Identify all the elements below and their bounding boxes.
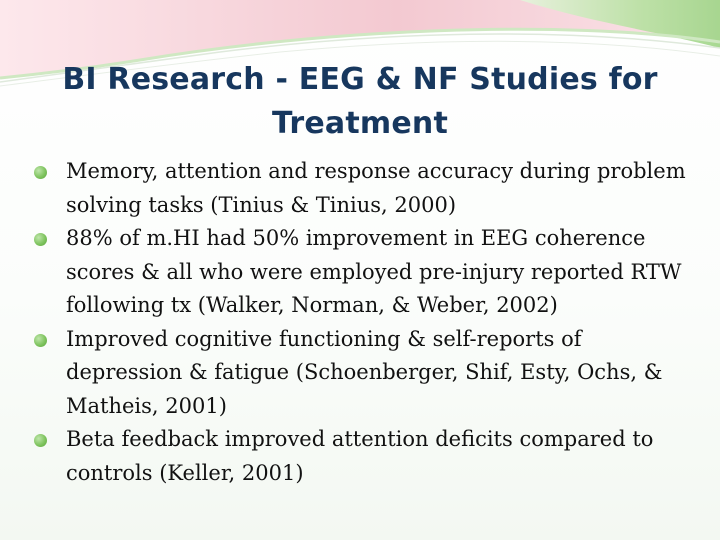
bullet-text: Memory, attention and response accuracy during problem solving tasks (Tinius & Tinius, 2000) (66, 159, 686, 217)
bullet-dot-icon (34, 233, 47, 246)
bullet-dot-icon (34, 334, 47, 347)
bullet-dot-icon (34, 166, 47, 179)
bullet-item (30, 222, 700, 323)
slide-title: BI Research - EEG & NF Studies for Treatment (62, 62, 658, 141)
bullet-text: Improved cognitive functioning & self-reports of depression & fatigue (Schoenberger, Shif, Esty, Ochs, & Matheis, 2001) (66, 326, 663, 418)
bullet-dot-icon (34, 434, 47, 447)
bullet-item (30, 423, 700, 490)
bullet-item (30, 323, 700, 424)
bullet-text: Beta feedback improved attention deficits compared to controls (Keller, 2001) (66, 427, 654, 485)
bullet-list (30, 155, 700, 490)
bullet-item (30, 155, 700, 222)
bullet-text: 88% of m.HI had 50% improvement in EEG coherence scores & all who were employed pre-injury reported RTW following tx (Walker, Norman, & Weber, 2002) (66, 226, 682, 317)
